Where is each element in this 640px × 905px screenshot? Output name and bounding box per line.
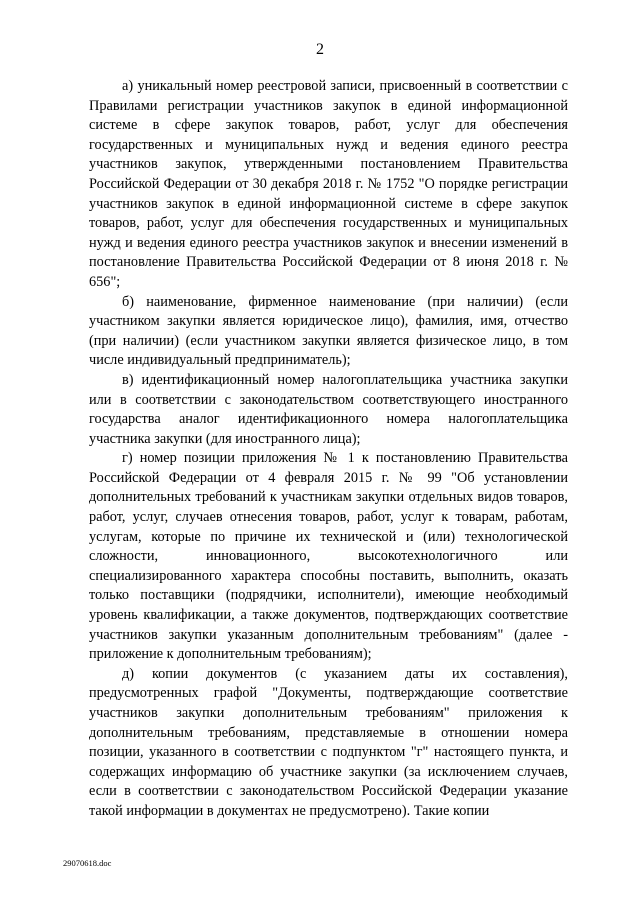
paragraph-c: в) идентификационный номер налогоплательщика участника закупки или в соответствии с законодательством соответствующего иностранного государства аналог идентификационного номера налогоплательщика участника закупки (для иностранного лица); xyxy=(89,371,568,447)
page-number: 2 xyxy=(316,41,324,58)
paragraph-b: б) наименование, фирменное наименование (при наличии) (если участником закупки является юридическое лицо), фамилия, имя, отчество (при наличии) (если участником закупки является физическое лицо, в том числе индивидуальный предприниматель); xyxy=(89,293,568,369)
paragraph-d: г) номер позиции приложения № 1 к постановлению Правительства Российской Федерации от 4 февраля 2015 г. № 99 "Об установлении дополнительных требований к участникам закупки отдельных видов товаров, работ, услуг, случаев отнесения товаров, работ, услуг к товарам, работам, услугам, которые по причине их технической и (или) технологической сложности, инновационного, высокотехнологичного или специализированного характера способны поставить, выполнить, оказать только поставщики (подрядчики, исполнители), имеющие необходимый уровень квалификации, а также документов, подтверждающих соответствие участников закупки указанным дополнительным требованиям" (далее - приложение к дополнительным требованиям); xyxy=(89,450,568,663)
document-body xyxy=(89,77,568,822)
paragraph-a: а) уникальный номер реестровой записи, присвоенный в соответствии с Правилами регистрации участников закупок в единой информационной системе в сфере закупок товаров, работ, услуг для обеспечения государственных и муниципальных нужд и ведения единого реестра участников закупок, утвержденными постановлением Правительства Российской Федерации от 30 декабря 2018 г. № 1752 "О порядке регистрации участников закупок в единой информационной системе в сфере закупок товаров, работ, услуг для обеспечения государственных и муниципальных нужд и ведения единого реестра участников закупок и внесении изменений в постановление Правительства Российской Федерации от 8 июня 2018 г. № 656"; xyxy=(89,78,568,290)
footer-filename: 29070618.doc xyxy=(63,858,112,868)
paragraph-e: д) копии документов (с указанием даты их составления), предусмотренных графой "Документы, подтверждающие соответствие участников закупки дополнительным требованиям" приложения к дополнительным требованиям, представляемые в отношении номера позиции, указанного в соответствии с подпунктом "г" настоящего пункта, и содержащих информацию об участнике закупки (за исключением случаев, если в соответствии с законодательством Российской Федерации указание такой информации в документах не предусмотрено). Такие копии xyxy=(89,665,568,819)
